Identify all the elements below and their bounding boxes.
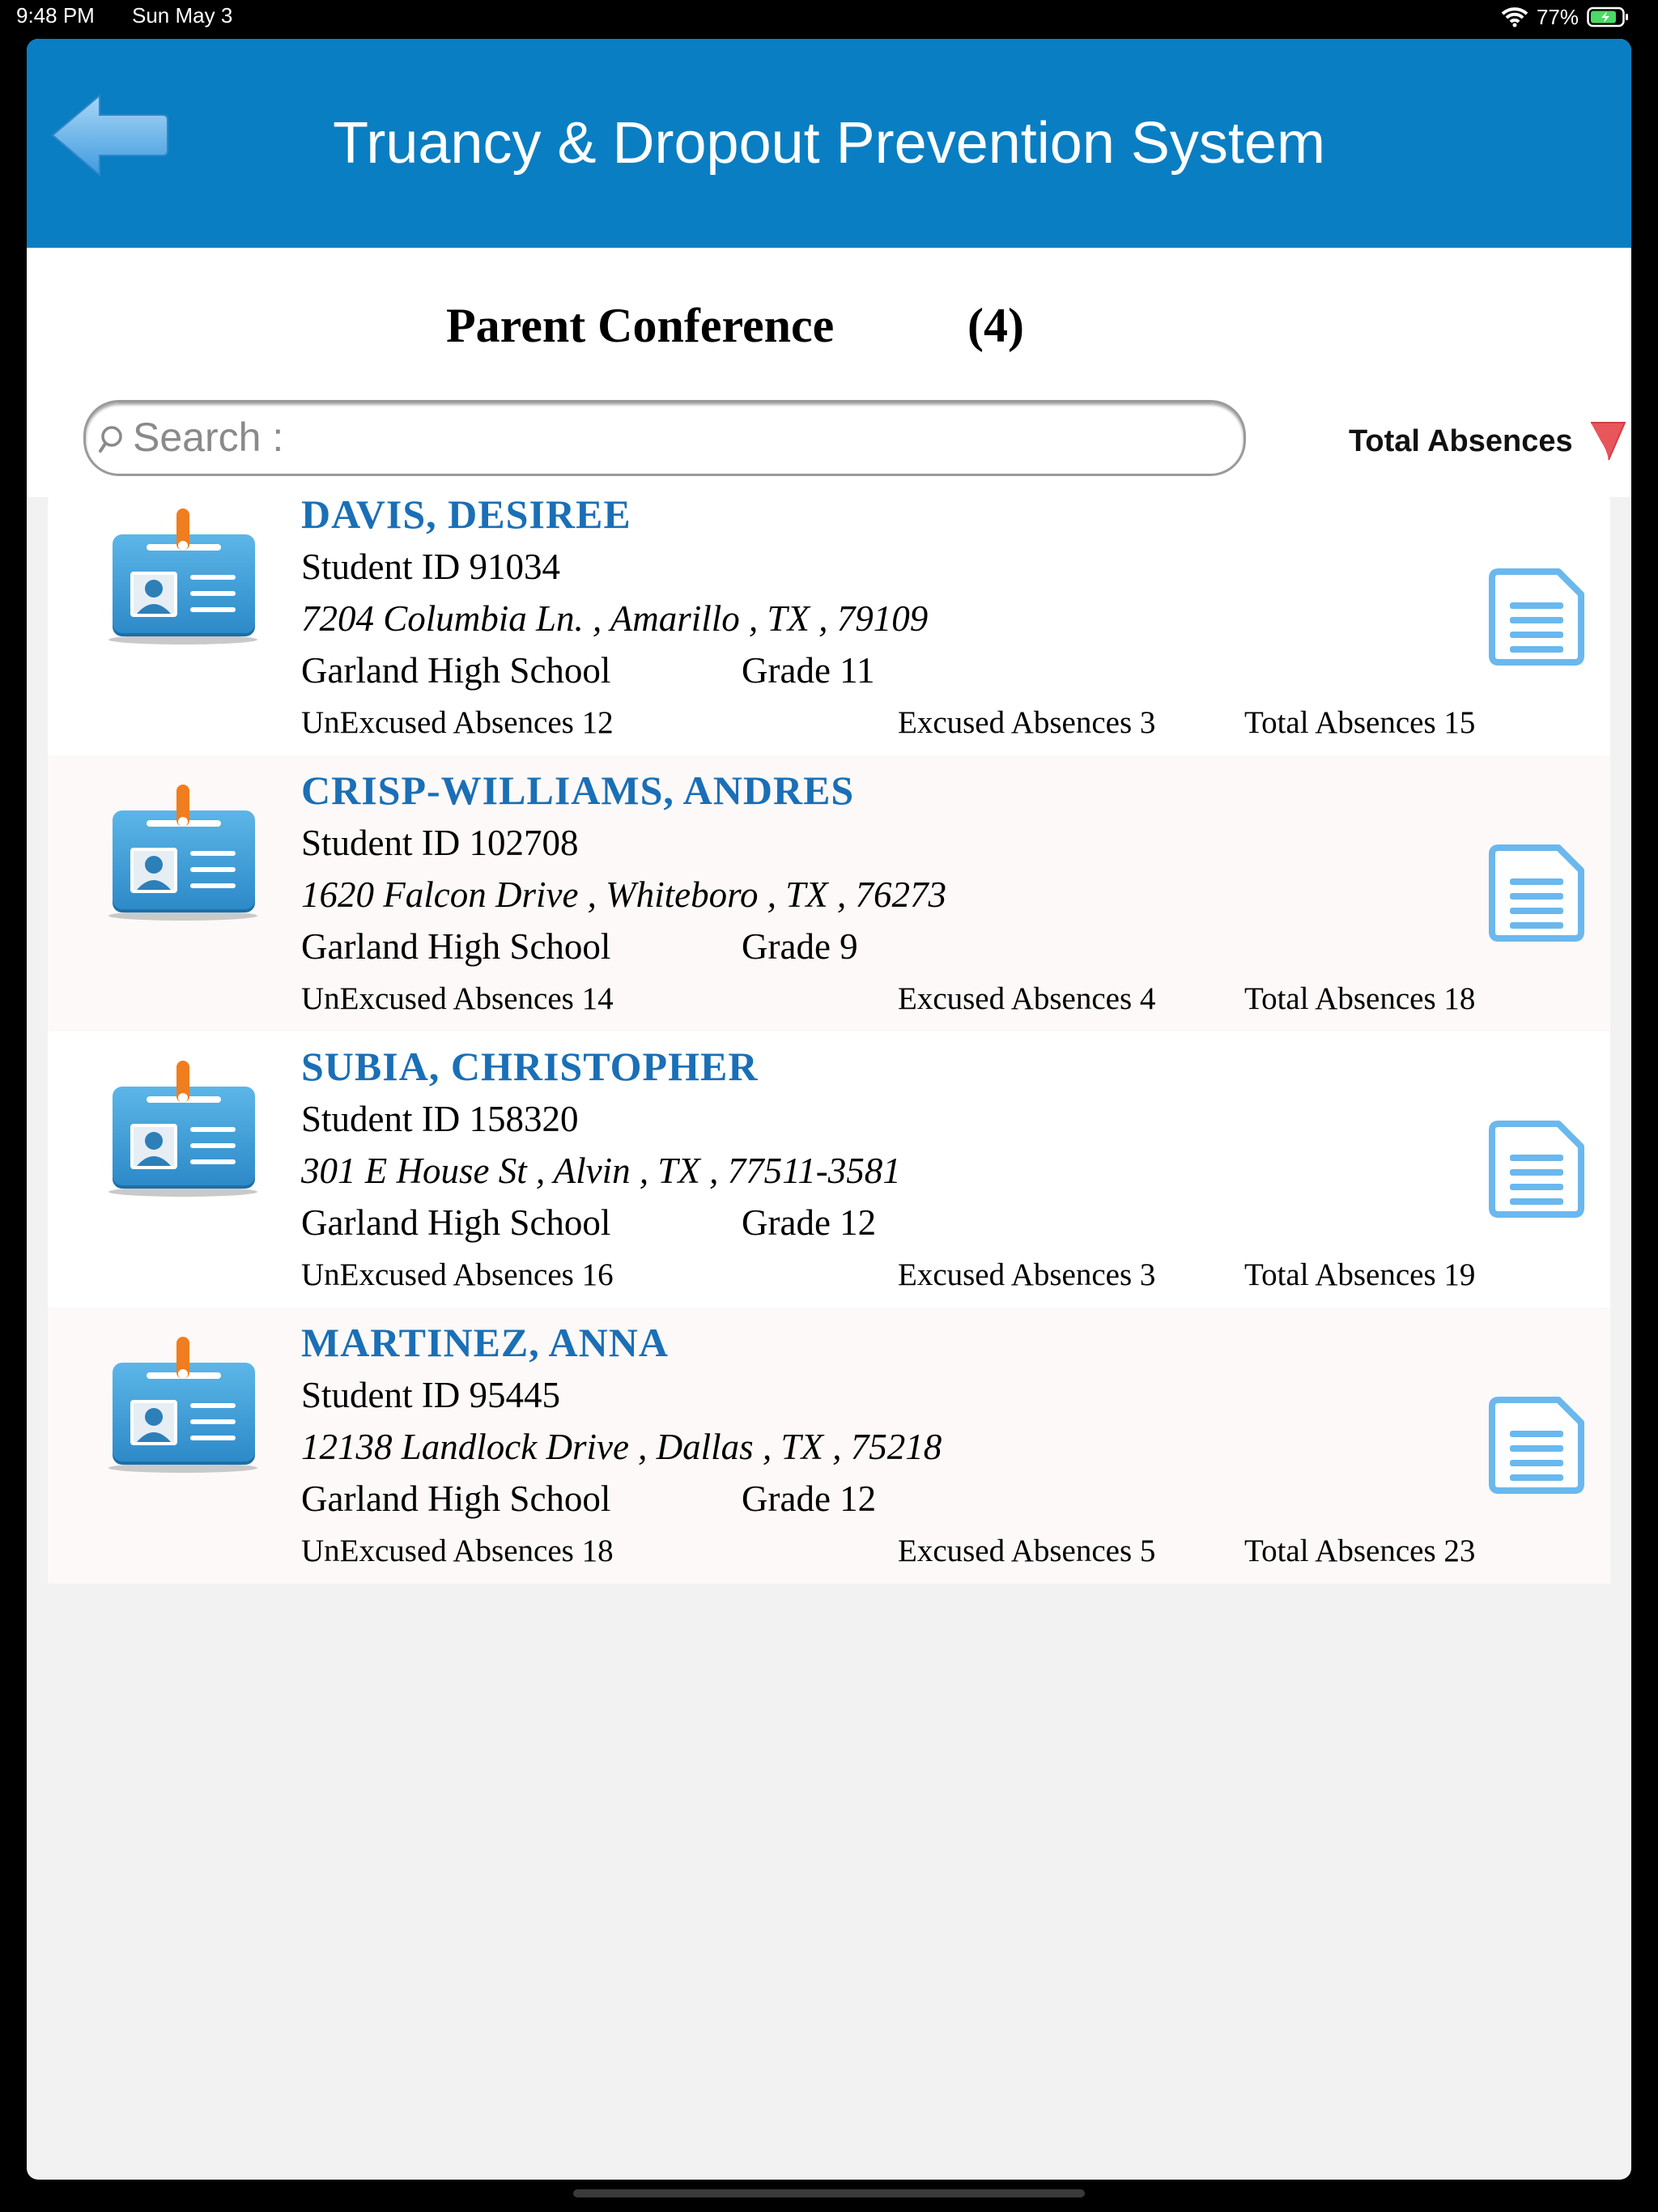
battery-icon bbox=[1587, 6, 1629, 28]
student-address: 12138 Landlock Drive , Dallas , TX , 75218 bbox=[301, 1427, 942, 1467]
student-name[interactable]: DAVIS, DESIREE bbox=[301, 491, 631, 537]
student-id: Student ID 95445 bbox=[301, 1375, 560, 1415]
excused-absences: Excused Absences 3 bbox=[898, 1257, 1156, 1292]
student-grade: Grade 12 bbox=[742, 1478, 877, 1519]
app-title: Truancy & Dropout Prevention System bbox=[333, 111, 1325, 176]
student-school: Garland High School bbox=[301, 1478, 611, 1519]
status-date: Sun May 3 bbox=[132, 3, 233, 28]
student-row[interactable] bbox=[48, 755, 1610, 1032]
unexcused-absences: UnExcused Absences 18 bbox=[301, 1534, 614, 1568]
total-absences: Total Absences 19 bbox=[1244, 1257, 1476, 1292]
student-address: 1620 Falcon Drive , Whiteboro , TX , 76273 bbox=[301, 874, 946, 915]
subheader bbox=[27, 248, 1631, 497]
student-school: Garland High School bbox=[301, 926, 611, 967]
excused-absences: Excused Absences 4 bbox=[898, 981, 1156, 1016]
app-window bbox=[27, 39, 1631, 2180]
unexcused-absences: UnExcused Absences 16 bbox=[301, 1257, 614, 1292]
student-id: Student ID 102708 bbox=[301, 823, 579, 863]
sort-arrow-icon[interactable] bbox=[1589, 421, 1626, 467]
total-absences: Total Absences 15 bbox=[1244, 705, 1476, 740]
student-grade: Grade 11 bbox=[742, 650, 875, 691]
header-bar bbox=[27, 39, 1631, 248]
document-icon[interactable] bbox=[1487, 1121, 1584, 1222]
student-id: Student ID 91034 bbox=[301, 547, 560, 587]
id-badge-icon bbox=[106, 1334, 260, 1480]
student-list bbox=[48, 479, 1610, 1584]
student-name[interactable]: CRISP-WILLIAMS, ANDRES bbox=[301, 768, 855, 813]
student-school: Garland High School bbox=[301, 650, 611, 691]
status-bar bbox=[0, 0, 1658, 37]
unexcused-absences: UnExcused Absences 14 bbox=[301, 981, 614, 1016]
sort-by-label[interactable]: Total Absences bbox=[1349, 424, 1573, 458]
excused-absences: Excused Absences 3 bbox=[898, 705, 1156, 740]
student-row[interactable] bbox=[48, 1032, 1610, 1308]
document-icon[interactable] bbox=[1487, 1397, 1584, 1498]
student-name[interactable]: MARTINEZ, ANNA bbox=[301, 1320, 669, 1365]
total-absences: Total Absences 18 bbox=[1244, 981, 1476, 1016]
wifi-icon bbox=[1501, 6, 1528, 28]
student-school: Garland High School bbox=[301, 1202, 611, 1243]
search-icon bbox=[99, 423, 131, 460]
status-time: 9:48 PM bbox=[16, 3, 95, 28]
student-address: 301 E House St , Alvin , TX , 77511-3581 bbox=[301, 1151, 901, 1191]
document-icon[interactable] bbox=[1487, 568, 1584, 670]
page-title: Parent Conference bbox=[446, 299, 835, 352]
id-badge-icon bbox=[106, 505, 260, 652]
unexcused-absences: UnExcused Absences 12 bbox=[301, 705, 614, 740]
student-row[interactable] bbox=[48, 1308, 1610, 1584]
student-row[interactable] bbox=[48, 479, 1610, 755]
search-input[interactable] bbox=[131, 410, 1219, 464]
battery-percent: 77% bbox=[1536, 4, 1579, 29]
status-indicators bbox=[1501, 3, 1629, 31]
student-grade: Grade 12 bbox=[742, 1202, 877, 1243]
student-id: Student ID 158320 bbox=[301, 1099, 579, 1139]
home-indicator[interactable] bbox=[573, 2189, 1085, 2197]
id-badge-icon bbox=[106, 781, 260, 928]
record-count: (4) bbox=[967, 299, 1024, 352]
total-absences: Total Absences 23 bbox=[1244, 1534, 1476, 1568]
student-grade: Grade 9 bbox=[742, 926, 858, 967]
student-name[interactable]: SUBIA, CHRISTOPHER bbox=[301, 1044, 759, 1089]
id-badge-icon bbox=[106, 1057, 260, 1204]
student-address: 7204 Columbia Ln. , Amarillo , TX , 79109 bbox=[301, 598, 929, 639]
excused-absences: Excused Absences 5 bbox=[898, 1534, 1156, 1568]
search-box[interactable] bbox=[83, 400, 1246, 476]
document-icon[interactable] bbox=[1487, 844, 1584, 946]
